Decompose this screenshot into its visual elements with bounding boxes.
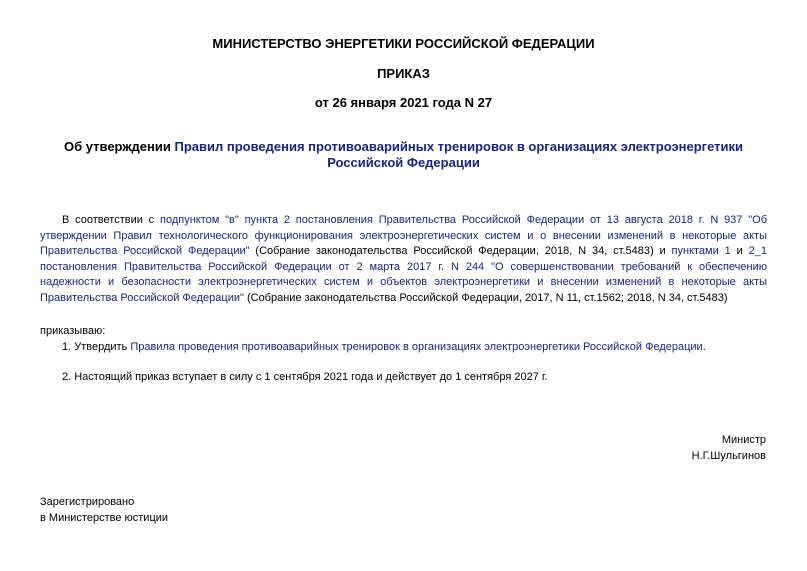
preamble-text-2: (Собрание законодательства Российской Федерации, 2018, N 34, ст.5483) и	[249, 245, 672, 257]
date-number: от 26 января 2021 года N 27	[314, 95, 493, 110]
preamble-text-5: (Собрание законодательства Российской Федерации, 2017, N 11, ст.1562; 2018, N 34, ст.5483)	[243, 291, 728, 304]
item-1-link[interactable]: Правила проведения противоаварийных тренировок в организациях электроэнергетики Российской Федерации	[130, 341, 703, 353]
item-1-prefix: 1. Утвердить	[62, 341, 131, 353]
registration-block	[40, 494, 168, 526]
ministry-heading: МИНИСТЕРСТВО ЭНЕРГЕТИКИ РОССИЙСКОЙ ФЕДЕРАЦИИ	[212, 36, 595, 51]
preamble-link-3[interactable]: 2_1	[748, 245, 767, 257]
order-word: приказываю:	[40, 325, 106, 337]
title-link[interactable]: Правил проведения противоаварийных тренировок в организациях электроэнергетики Российской Федерации	[174, 139, 744, 170]
preamble-text-1: В соответствии с	[62, 214, 160, 226]
item-1-suffix: .	[702, 341, 706, 353]
document-title	[40, 139, 767, 171]
title-prefix: Об утверждении	[63, 139, 175, 154]
item-1	[62, 340, 706, 355]
item-2: 2. Настоящий приказ вступает в силу с 1 сентября 2021 года и действует до 1 сентября 2027 г.	[62, 371, 548, 383]
signature-position: Министр	[721, 434, 766, 446]
signature-name: Н.Г.Шульгинов	[691, 450, 766, 462]
document-type: ПРИКАЗ	[377, 66, 430, 81]
preamble-link-4[interactable]: постановления Правительства Российской Федерации от 2 марта 2017 г. N 244 "О совершенствовании требований к обеспечению надежности и безопасности электроэнергетических систем и объектов электроэнергетики и внесении изменений в некоторые акты Правительства Российской Федерации"	[40, 260, 767, 304]
preamble-link-1[interactable]: подпунктом "в" пункта 2 постановления Правительства Российской Федерации от 13 августа 2018 г. N 937 "Об утверждении Правил технологического функционирования электроэнергетических систем и о внесении изменений в некоторые акты Правительства Российской Федерации"	[40, 214, 767, 257]
signature-block	[692, 432, 766, 464]
preamble-paragraph	[40, 213, 767, 306]
registration-line-2: в Министерстве юстиции	[40, 512, 169, 524]
preamble-text-3: и	[730, 245, 749, 257]
preamble-link-2[interactable]: пунктами 1	[671, 245, 731, 257]
registration-line-1: Зарегистрировано	[40, 496, 135, 508]
